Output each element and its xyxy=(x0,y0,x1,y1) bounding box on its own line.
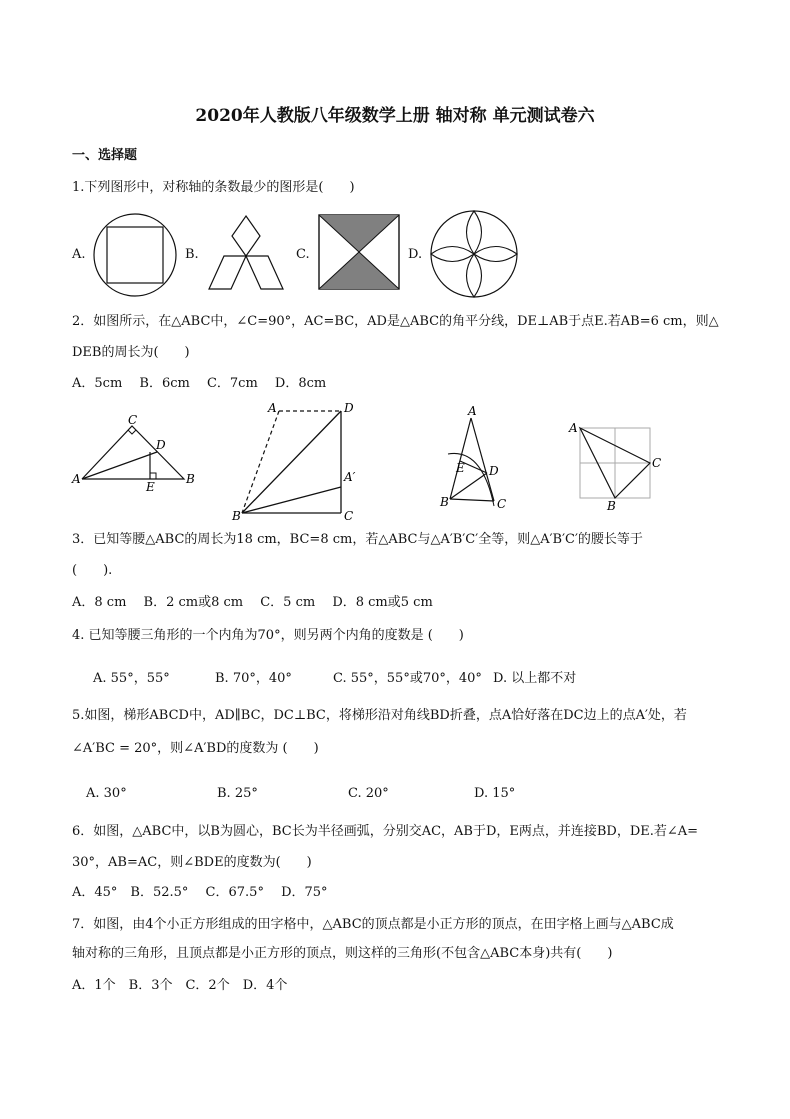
label-b: B xyxy=(232,509,241,523)
q6-line1: 6．如图，△ABC中，以B为圆心，BC长为半径画弧，分别交AC，AB于D，E两点，并连接BD，DE.若∠A= xyxy=(72,824,699,839)
section-heading: 一、选择题 xyxy=(72,148,138,163)
figure-shaded-square xyxy=(317,212,403,292)
q7-line2: 轴对称的三角形，且顶点都是小正方形的顶点，则这样的三角形(不包含△ABC本身)共有( ) xyxy=(72,946,613,961)
figure-three-rhombi xyxy=(205,212,287,292)
label-e: E xyxy=(456,461,465,475)
q6-line2: 30°，AB=AC，则∠BDE的度数为( ) xyxy=(72,855,312,870)
q3-line2: ( ). xyxy=(72,563,113,578)
q3-line1: 3．已知等腰△ABC的周长为18 cm，BC=8 cm，若△ABC与△A′B′C′全等，则△A′B′C′的腰长等于 xyxy=(72,532,643,547)
q1-label-b: B. xyxy=(185,247,199,262)
q3-options: A．8 cm B．2 cm或8 cm C．5 cm D．8 cm或5 cm xyxy=(72,595,433,610)
label-d: D xyxy=(489,464,499,478)
label-b: B xyxy=(186,472,195,486)
q2-line1: 2．如图所示，在△ABC中，∠C=90°，AC=BC，AD是△ABC的角平分线，DE⊥AB于点E.若AB=6 cm，则△ xyxy=(72,314,719,329)
q4-option-b: B. 70°，40° xyxy=(215,671,292,686)
q2-line2: DEB的周长为( ) xyxy=(72,345,190,360)
q4-stem: 4. 已知等腰三角形的一个内角为70°，则另两个内角的度数是 ( ) xyxy=(72,628,464,643)
q4-option-c: C. 55°，55°或70°，40° xyxy=(333,671,482,686)
q1-label-d: D. xyxy=(408,247,423,262)
label-a: A xyxy=(468,404,477,418)
label-c: C xyxy=(497,497,507,511)
q5-option-c: C. 20° xyxy=(348,786,389,801)
q4-option-a: A. 55°，55° xyxy=(93,671,170,686)
page-title: 2020年人教版八年级数学上册 轴对称 单元测试卷六 xyxy=(195,106,595,126)
q5-option-b: B. 25° xyxy=(217,786,258,801)
label-c: C xyxy=(344,509,354,523)
q7-options: A．1个 B．3个 C．2个 D．4个 xyxy=(72,978,288,993)
q4-option-d: D. 以上都不对 xyxy=(493,671,577,686)
label-b: B xyxy=(440,495,449,509)
figure-triangle-bisector xyxy=(70,413,198,495)
label-a: A xyxy=(569,421,578,435)
q5-line1: 5.如图，梯形ABCD中，AD∥BC，DC⊥BC，将梯形沿对角线BD折叠，点A恰好落在DC边上的点A′处，若 xyxy=(72,708,687,723)
label-d: D xyxy=(156,438,166,452)
figure-folded-trapezoid xyxy=(230,400,370,524)
label-a: A xyxy=(268,401,277,415)
label-e: E xyxy=(146,480,155,494)
label-c: C xyxy=(128,413,138,427)
label-a: A xyxy=(72,472,81,486)
q7-line1: 7．如图，由4个小正方形组成的田字格中，△ABC的顶点都是小正方形的顶点，在田字格上画与△ABC成 xyxy=(72,917,674,932)
q1-label-a: A. xyxy=(72,247,86,262)
q5-line2: ∠A′BC = 20°，则∠A′BD的度数为 ( ) xyxy=(72,741,319,756)
figure-triangle-arc xyxy=(436,404,512,516)
q1-stem: 1.下列图形中，对称轴的条数最少的图形是( ) xyxy=(72,180,355,195)
q5-option-d: D. 15° xyxy=(474,786,516,801)
label-d: D xyxy=(344,401,354,415)
figure-circle-square xyxy=(92,212,178,298)
figure-grid-triangle xyxy=(566,418,662,513)
q1-label-c: C. xyxy=(296,247,310,262)
label-b: B xyxy=(607,499,616,513)
label-c: C xyxy=(652,456,662,470)
figure-circle-petals xyxy=(428,208,520,300)
label-a-prime: A′ xyxy=(344,470,356,484)
q6-options: A．45° B．52.5° C．67.5° D．75° xyxy=(72,885,328,900)
q2-options: A．5cm B．6cm C．7cm D．8cm xyxy=(72,376,327,391)
q5-option-a: A. 30° xyxy=(86,786,127,801)
